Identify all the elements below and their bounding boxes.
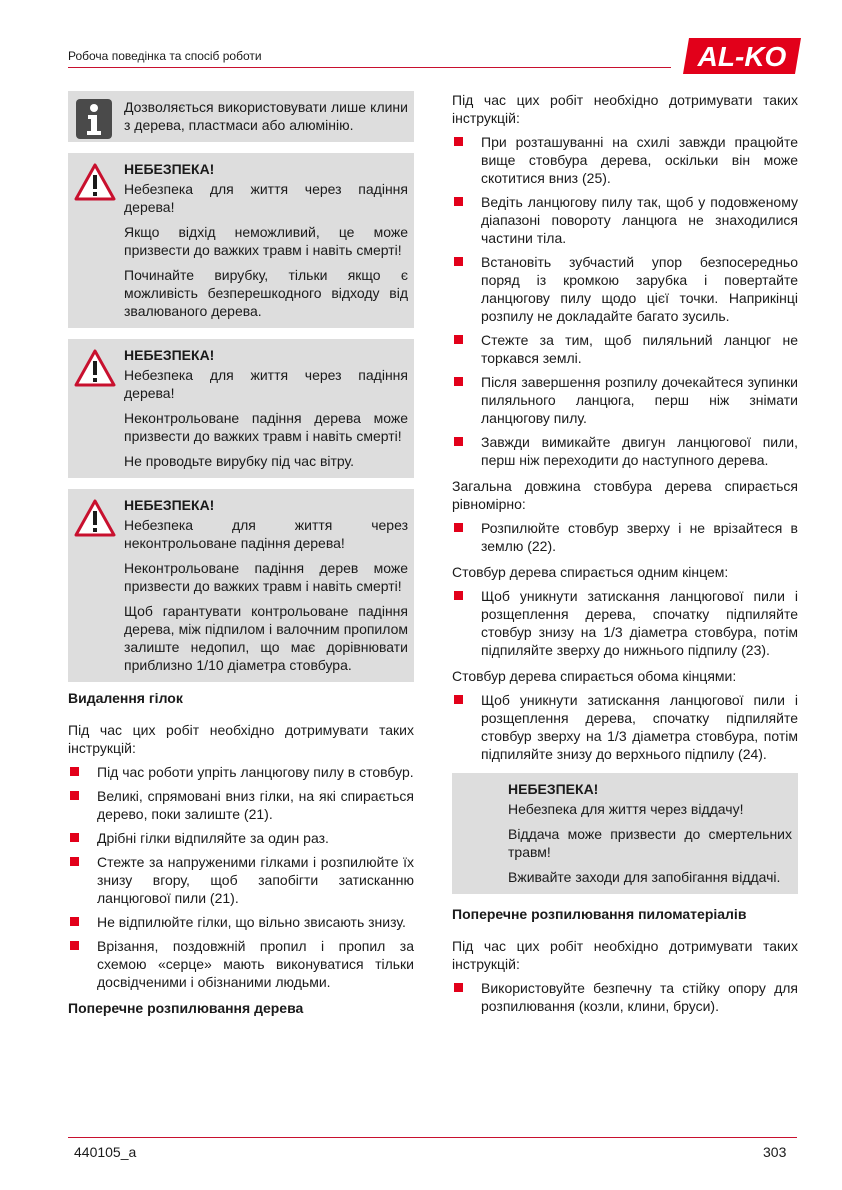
right-column <box>452 91 798 1023</box>
danger-text: Віддача може призвести до смертельних травм! <box>508 826 792 860</box>
danger-text: Неконтрольоване падіння дерева може призвести до важких травм і навіть смерті! <box>124 410 408 444</box>
bullet-list <box>452 691 798 763</box>
danger-text: Не проводьте вирубку під час вітру. <box>124 453 355 469</box>
list-item: Щоб уникнути затискання ланцюгової пили і розщеплення дерева, спочатку підпиляйте стовбур знизу на 1/3 діаметра стовбура, потім підпиляйте зверху до нижнього підпилу (23). <box>452 587 798 659</box>
info-text: Дозволяється використовувати лише клини з дерева, пластмаси або алюмінію. <box>124 99 408 133</box>
case-text: Загальна довжина стовбура дерева спирається рівномірно: <box>452 478 798 512</box>
case-text: Стовбур дерева спирається обома кінцями: <box>452 668 737 684</box>
list-item: Ведіть ланцюгову пилу так, щоб у подовженому діапазоні повороту ланцюга не знаходилися частини тіла. <box>452 193 798 247</box>
list-item: Після завершення розпилу дочекайтеся зупинки пиляльного ланцюга, перш ніж знімати ланцюгову пилу. <box>452 373 798 427</box>
list-item: Не відпилюйте гілки, що вільно звисають знизу. <box>68 913 414 931</box>
danger-title: НЕБЕЗПЕКА! <box>124 497 215 513</box>
list-item: Великі, спрямовані вниз гілки, на які спирається дерево, поки залиште (21). <box>68 787 414 823</box>
section-intro: Під час цих робіт необхідно дотримувати таких інструкцій: <box>452 92 798 126</box>
section-heading: Поперечне розпилювання дерева <box>68 1000 304 1016</box>
running-header: Робоча поведінка та спосіб роботи <box>68 49 262 63</box>
warning-icon <box>74 349 116 387</box>
page-number: 303 <box>763 1144 787 1160</box>
danger-title: НЕБЕЗПЕКА! <box>124 347 215 363</box>
list-item: Під час роботи упріть ланцюгову пилу в стовбур. <box>68 763 414 781</box>
danger-title: НЕБЕЗПЕКА! <box>124 161 215 177</box>
danger-text: Неконтрольоване падіння дерев може призвести до важких травм і навіть смерті! <box>124 560 408 594</box>
document-code: 440105_a <box>74 1144 137 1160</box>
list-item: Врізання, поздовжній пропил і пропил за схемою «серце» мають виконуватися тільки досвідченими і обізнаними людьми. <box>68 937 414 991</box>
header-rule <box>68 67 671 68</box>
danger-text: Небезпека для життя через віддачу! <box>508 801 744 817</box>
bullet-list <box>452 587 798 659</box>
logo-text: AL-KO <box>697 41 787 72</box>
list-item: Стежте за напруженими гілками і розпилюйте їх знизу вгору, щоб запобігти затисканню ланцюгової пили (21). <box>68 853 414 907</box>
warning-icon <box>74 499 116 537</box>
bullet-list <box>452 979 798 1015</box>
footer-rule <box>68 1137 797 1138</box>
warning-icon <box>74 163 116 201</box>
section-heading: Поперечне розпилювання пиломатеріалів <box>452 906 747 922</box>
info-icon <box>76 99 112 139</box>
list-item: Розпилюйте стовбур зверху і не врізайтеся в землю (22). <box>452 519 798 555</box>
list-item: При розташуванні на схилі завжди працюйте вище стовбура дерева, оскільки він може скотитися вниз (25). <box>452 133 798 187</box>
list-item: Завжди вимикайте двигун ланцюгової пили, перш ніж переходити до наступного дерева. <box>452 433 798 469</box>
danger-text: Небезпека для життя через падіння дерева! <box>124 367 408 401</box>
alko-logo <box>683 38 801 74</box>
bullet-list <box>68 763 414 991</box>
danger-title: НЕБЕЗПЕКА! <box>508 781 599 797</box>
list-item: Використовуйте безпечну та стійку опору для розпилювання (козли, клини, бруси). <box>452 979 798 1015</box>
danger-text: Якщо відхід неможливий, це може призвести до важких травм і навіть смерті! <box>124 224 408 258</box>
list-item: Стежте за тим, щоб пиляльний ланцюг не торкався землі. <box>452 331 798 367</box>
danger-text: Небезпека для життя через неконтрольоване падіння дерева! <box>124 517 408 551</box>
danger-text: Починайте вирубку, тільки якщо є можливість безперешкодного відходу від звалюваного дерева. <box>124 267 408 319</box>
danger-box-1 <box>68 153 414 328</box>
list-item: Дрібні гілки відпиляйте за один раз. <box>68 829 414 847</box>
bullet-list <box>452 519 798 555</box>
danger-text: Вживайте заходи для запобігання віддачі. <box>508 869 781 885</box>
case-text: Стовбур дерева спирається одним кінцем: <box>452 564 729 580</box>
danger-box-3 <box>68 489 414 682</box>
danger-text: Щоб гарантувати контрольоване падіння дерева, між підпилом і валочним пропилом залиште недопил, що має дорівнювати приблизно 1/10 діаметра стовбура. <box>124 603 408 673</box>
danger-box-2 <box>68 339 414 478</box>
section-intro: Під час цих робіт необхідно дотримувати таких інструкцій: <box>452 938 798 972</box>
bullet-list <box>452 133 798 469</box>
danger-text: Небезпека для життя через падіння дерева! <box>124 181 408 215</box>
section-heading: Видалення гілок <box>68 690 183 706</box>
left-column <box>68 91 414 1031</box>
list-item: Щоб уникнути затискання ланцюгової пили і розщеплення дерева, спочатку підпиляйте стовбур зверху на 1/3 діаметра стовбура, потім підпиляйте знизу до верхнього підпилу (24). <box>452 691 798 763</box>
danger-box-4 <box>452 773 798 894</box>
section-intro: Під час цих робіт необхідно дотримувати таких інструкцій: <box>68 722 414 756</box>
info-box <box>68 91 414 142</box>
list-item: Встановіть зубчастий упор безпосередньо поряд із кромкою зарубка і повертайте ланцюгову пилу щодо цієї точки. Наприкінці розпилу не докладайте багато зусиль. <box>452 253 798 325</box>
